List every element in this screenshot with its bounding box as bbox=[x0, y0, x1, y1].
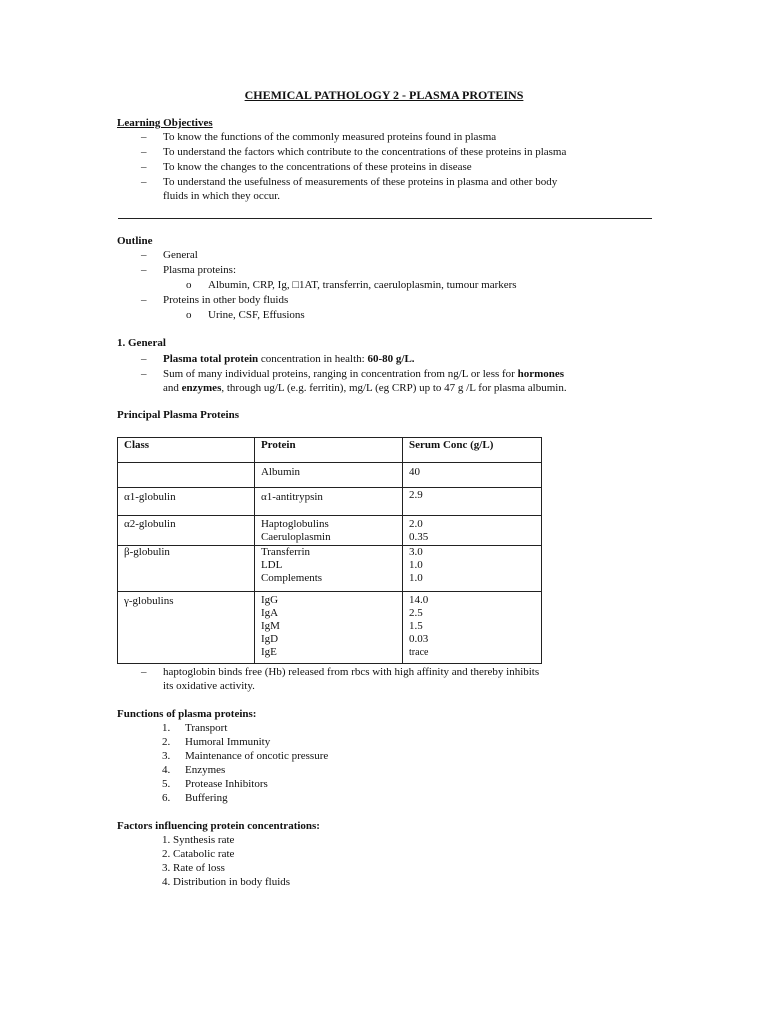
list-item: Humoral Immunity bbox=[185, 736, 271, 748]
table-row bbox=[118, 463, 542, 488]
protein-value: 2.5 bbox=[409, 607, 423, 619]
outline-heading: Outline bbox=[117, 235, 153, 247]
sub-bullet: o bbox=[186, 309, 192, 321]
objective-item: To know the functions of the commonly measured proteins found in plasma bbox=[163, 131, 497, 143]
protein-cell bbox=[254, 463, 402, 488]
text: Sum of many individual proteins, ranging in concentration from ng/L or less for bbox=[163, 368, 518, 380]
protein-name: Complements bbox=[260, 572, 323, 584]
objective-item: To know the changes to the concentrations of these proteins in disease bbox=[163, 161, 472, 173]
bold-term: hormones bbox=[517, 368, 565, 380]
list-item: Transport bbox=[185, 722, 228, 734]
protein-name: IgD bbox=[260, 633, 279, 645]
protein-name: Caeruloplasmin bbox=[260, 531, 331, 543]
list-item: 3. Rate of loss bbox=[162, 862, 225, 874]
table-row bbox=[118, 546, 542, 592]
class-cell bbox=[118, 546, 255, 592]
sub-bullet: o bbox=[186, 279, 192, 291]
page-title: CHEMICAL PATHOLOGY 2 - PLASMA PROTEINS bbox=[244, 88, 524, 102]
bullet-dash: – bbox=[141, 264, 147, 276]
protein-cell bbox=[254, 546, 402, 592]
bullet-dash: – bbox=[141, 294, 147, 306]
functions-heading: Functions of plasma proteins: bbox=[117, 708, 257, 720]
general-heading: 1. General bbox=[117, 337, 166, 349]
class-name: α2-globulin bbox=[124, 518, 176, 530]
list-number: 4. bbox=[162, 764, 171, 776]
value-cell bbox=[403, 516, 542, 546]
protein-value: 0.35 bbox=[409, 531, 429, 543]
bold-term: Plasma total protein bbox=[163, 353, 259, 365]
list-item: Enzymes bbox=[185, 764, 226, 776]
column-header: Protein bbox=[254, 438, 402, 463]
protein-name: α1-antitrypsin bbox=[260, 491, 323, 503]
learning-objectives-heading: Learning Objectives bbox=[117, 117, 213, 129]
bullet-dash: – bbox=[141, 368, 147, 380]
plasma-proteins-table bbox=[117, 437, 542, 664]
bullet-dash: – bbox=[141, 131, 147, 143]
table-note-continued: its oxidative activity. bbox=[163, 680, 255, 692]
class-name: α1-globulin bbox=[124, 491, 176, 503]
principal-heading: Principal Plasma Proteins bbox=[117, 409, 240, 421]
value-cell bbox=[403, 463, 542, 488]
class-cell bbox=[118, 488, 255, 516]
protein-name: Albumin bbox=[260, 466, 301, 478]
class-name: γ-globulins bbox=[124, 595, 174, 607]
protein-cell bbox=[254, 516, 402, 546]
list-number: 3. bbox=[162, 750, 171, 762]
outline-sub-item: Albumin, CRP, Ig, □1AT, transferrin, caeruloplasmin, tumour markers bbox=[208, 279, 517, 291]
outline-item: Plasma proteins: bbox=[163, 264, 237, 276]
outline-sub-item: Urine, CSF, Effusions bbox=[208, 309, 305, 321]
class-name: β-globulin bbox=[124, 546, 170, 558]
protein-value: 0.03 bbox=[409, 633, 429, 645]
bold-term: enzymes bbox=[181, 382, 222, 394]
bullet-dash: – bbox=[141, 353, 147, 365]
list-item: Maintenance of oncotic pressure bbox=[185, 750, 329, 762]
protein-value: 1.0 bbox=[409, 572, 423, 584]
objective-item: To understand the usefulness of measurements of these proteins in plasma and other body bbox=[163, 176, 558, 188]
class-cell bbox=[118, 463, 255, 488]
protein-value: 1.0 bbox=[409, 559, 423, 571]
value-cell bbox=[403, 592, 542, 664]
protein-name: Haptoglobulins bbox=[260, 518, 329, 530]
list-item: Buffering bbox=[185, 792, 228, 804]
bullet-dash: – bbox=[141, 176, 147, 188]
bullet-dash: – bbox=[141, 161, 147, 173]
list-number: 5. bbox=[162, 778, 171, 790]
protein-value: trace bbox=[409, 647, 429, 658]
protein-name: IgA bbox=[260, 607, 279, 619]
column-header: Class bbox=[118, 438, 255, 463]
table-row bbox=[118, 516, 542, 546]
protein-value: 2.9 bbox=[409, 489, 423, 501]
table-note: haptoglobin binds free (Hb) released from rbcs with high affinity and thereby inhibits bbox=[163, 666, 540, 678]
protein-cell bbox=[254, 488, 402, 516]
horizontal-rule bbox=[118, 218, 652, 219]
protein-value: 40 bbox=[409, 466, 421, 478]
list-item: Protease Inhibitors bbox=[185, 778, 268, 790]
class-cell bbox=[118, 592, 255, 664]
table-header-row bbox=[118, 438, 542, 463]
value-cell bbox=[403, 546, 542, 592]
protein-name: IgE bbox=[260, 646, 277, 658]
protein-name: Transferrin bbox=[260, 546, 311, 558]
list-item: 4. Distribution in body fluids bbox=[162, 876, 291, 888]
protein-name: IgM bbox=[260, 620, 280, 632]
protein-value: 2.0 bbox=[409, 518, 423, 530]
table-row bbox=[118, 488, 542, 516]
general-line-1 bbox=[163, 352, 415, 366]
objective-item-continued: fluids in which they occur. bbox=[163, 190, 281, 202]
value-cell bbox=[403, 488, 542, 516]
list-item: 1. Synthesis rate bbox=[162, 834, 235, 846]
outline-item: Proteins in other body fluids bbox=[163, 294, 289, 306]
bold-value: 60-80 g/L. bbox=[367, 353, 415, 365]
bullet-dash: – bbox=[141, 146, 147, 158]
protein-cell bbox=[254, 592, 402, 664]
outline-item: General bbox=[163, 249, 198, 261]
table-row bbox=[118, 592, 542, 664]
class-cell bbox=[118, 516, 255, 546]
column-header: Serum Conc (g/L) bbox=[403, 438, 542, 463]
list-number: 6. bbox=[162, 792, 171, 804]
text: , through ug/L (e.g. ferritin), mg/L (eg CRP) up to 47 g /L for plasma albumin. bbox=[221, 382, 567, 394]
general-line-2 bbox=[163, 367, 564, 381]
bullet-dash: – bbox=[141, 666, 147, 678]
list-item: 2. Catabolic rate bbox=[162, 848, 235, 860]
text: and bbox=[163, 382, 182, 394]
bullet-dash: – bbox=[141, 249, 147, 261]
factors-heading: Factors influencing protein concentrations: bbox=[117, 820, 320, 832]
list-number: 1. bbox=[162, 722, 171, 734]
protein-value: 1.5 bbox=[409, 620, 423, 632]
protein-name: LDL bbox=[260, 559, 283, 571]
text: concentration in health: bbox=[258, 353, 368, 365]
protein-name: IgG bbox=[260, 594, 279, 606]
list-number: 2. bbox=[162, 736, 171, 748]
protein-value: 3.0 bbox=[409, 546, 423, 558]
objective-item: To understand the factors which contribute to the concentrations of these proteins in plasma bbox=[163, 146, 567, 158]
general-line-3 bbox=[163, 381, 567, 395]
protein-value: 14.0 bbox=[409, 594, 429, 606]
